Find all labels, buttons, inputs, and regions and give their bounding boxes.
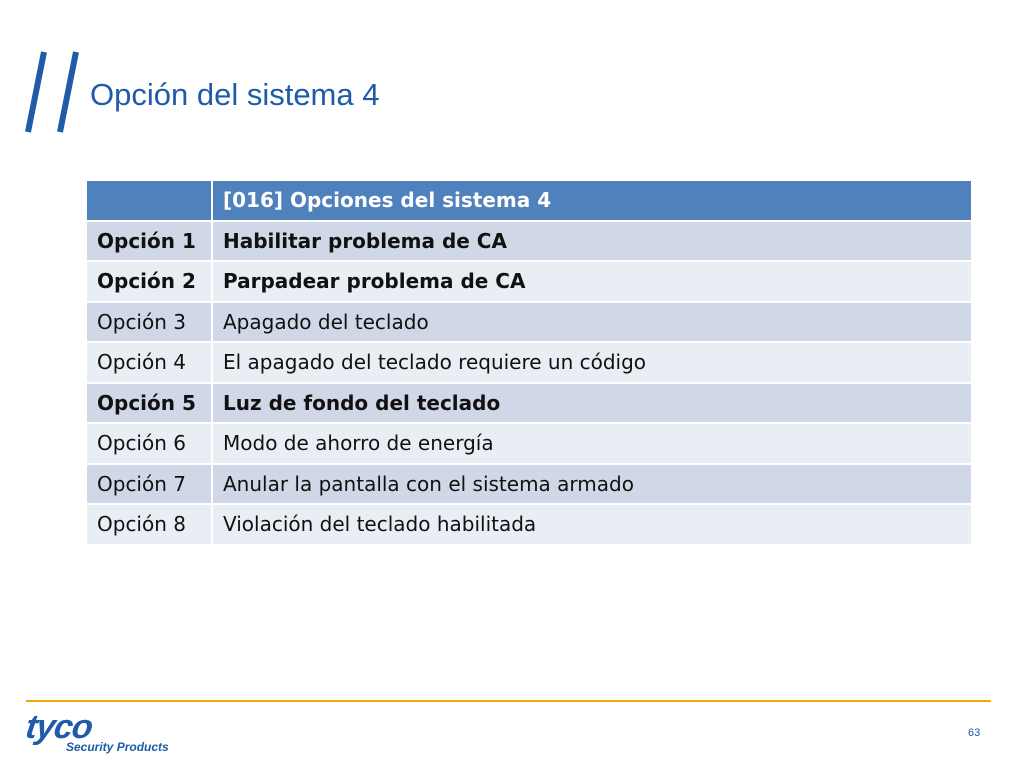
header-cell: [016] Opciones del sistema 4 [212,180,972,221]
footer-divider [26,700,991,702]
description-cell: El apagado del teclado requiere un código [212,342,972,383]
table-row [86,464,972,505]
description-cell: Parpadear problema de CA [212,261,972,302]
description-cell: Anular la pantalla con el sistema armado [212,464,972,505]
description-cell: Apagado del teclado [212,302,972,343]
option-cell: Opción 2 [86,261,212,302]
option-cell: Opción 4 [86,342,212,383]
table-row [86,261,972,302]
title-slashes-decoration [22,50,86,136]
table-row [86,302,972,343]
logo-tagline: Security Products [66,740,169,754]
description-cell: Violación del teclado habilitada [212,504,972,545]
option-cell: Opción 8 [86,504,212,545]
option-cell: Opción 3 [86,302,212,343]
table-row [86,342,972,383]
description-cell: Habilitar problema de CA [212,221,972,262]
option-cell: Opción 1 [86,221,212,262]
tyco-logo [23,708,186,760]
slide-title: Opción del sistema 4 [90,77,380,112]
option-cell: Opción 7 [86,464,212,505]
description-cell: Modo de ahorro de energía [212,423,972,464]
page-number: 63 [968,727,981,739]
logo-wordmark: tyco [23,708,95,746]
description-cell: Luz de fondo del teclado [212,383,972,424]
table-row [86,504,972,545]
option-cell: Opción 5 [86,383,212,424]
table-row [86,221,972,262]
table-row [86,383,972,424]
table-row [86,423,972,464]
options-table [85,179,973,546]
header-cell [86,180,212,221]
option-cell: Opción 6 [86,423,212,464]
table-header-row [86,180,972,221]
